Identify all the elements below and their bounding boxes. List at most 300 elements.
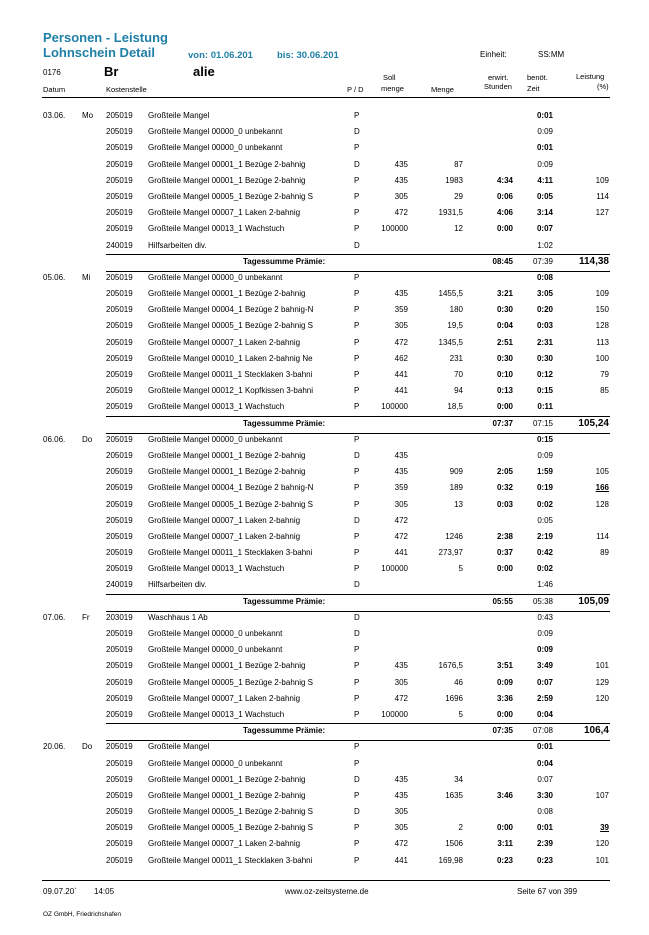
- row-menge: 189: [449, 483, 463, 493]
- row-date: 06.06.: [43, 434, 66, 444]
- row-benoet-zeit: 0:09: [537, 159, 553, 169]
- table-row: [0, 853, 649, 869]
- row-cost-center-code: 205019: [106, 499, 133, 509]
- row-cost-center-text: Großteile Mangel 00000_0 unbekannt: [148, 434, 283, 444]
- col-header-zeit: Zeit: [527, 84, 540, 93]
- row-cost-center-code: 205019: [106, 289, 133, 299]
- row-soll-menge: 472: [394, 208, 408, 218]
- table-row: [0, 351, 649, 367]
- row-benoet-zeit: 0:23: [536, 855, 553, 865]
- row-soll-menge: 100000: [381, 709, 408, 719]
- person-name-part1: Br: [104, 64, 119, 79]
- row-soll-menge: 472: [394, 693, 408, 703]
- row-soll-menge: 359: [394, 483, 408, 493]
- row-leistung: 128: [595, 321, 609, 331]
- col-header-benoet: benöt.: [527, 73, 548, 82]
- col-header-erwirt: erwirt.: [488, 73, 509, 82]
- row-erwirt-stunden: 0:30: [496, 353, 513, 363]
- sum-leistung: 105,24: [578, 417, 609, 429]
- row-benoet-zeit: 4:11: [537, 175, 553, 185]
- row-menge: 231: [449, 353, 463, 363]
- sum-leistung: 105,09: [578, 595, 609, 607]
- row-cost-center-code: 205019: [106, 208, 133, 218]
- row-erwirt-stunden: 0:00: [496, 709, 513, 719]
- row-menge: 12: [454, 224, 463, 234]
- row-pd: P: [354, 839, 360, 849]
- row-cost-center-text: Großteile Mangel 00012_1 Kopfkissen 3-bahni: [148, 386, 313, 396]
- row-erwirt-stunden: 3:36: [496, 693, 513, 703]
- table-row: [0, 318, 649, 334]
- row-cost-center-code: 240019: [106, 580, 133, 590]
- row-leistung: 166: [595, 483, 609, 493]
- row-pd: D: [354, 127, 360, 137]
- row-cost-center-code: 205019: [106, 645, 133, 655]
- row-menge: 273,97: [438, 548, 463, 558]
- row-cost-center-code: 205019: [106, 661, 133, 671]
- row-soll-menge: 441: [394, 855, 408, 865]
- row-menge: 1506: [445, 839, 463, 849]
- row-cost-center-code: 205019: [106, 127, 133, 137]
- row-leistung: 114: [596, 531, 609, 541]
- table-row: [0, 561, 649, 577]
- row-benoet-zeit: 2:31: [536, 337, 553, 347]
- footer-url: www.oz-zeitsysteme.de: [285, 887, 369, 896]
- row-cost-center-code: 205019: [106, 790, 133, 800]
- row-benoet-zeit: 0:04: [536, 709, 553, 719]
- row-leistung: 128: [595, 499, 609, 509]
- row-pd: P: [354, 224, 360, 234]
- row-soll-menge: 462: [394, 353, 408, 363]
- row-erwirt-stunden: 0:00: [496, 402, 513, 412]
- col-header-percent: (%): [597, 82, 609, 91]
- row-leistung: 113: [596, 337, 609, 347]
- row-erwirt-stunden: 4:06: [496, 208, 513, 218]
- row-weekday: Do: [82, 742, 93, 752]
- table-row: [0, 626, 649, 642]
- row-cost-center-text: Großteile Mangel 00000_0 unbekannt: [148, 143, 283, 153]
- row-menge: 94: [454, 386, 463, 396]
- row-benoet-zeit: 0:42: [536, 548, 553, 558]
- person-number: 0176: [43, 68, 61, 77]
- row-soll-menge: 435: [394, 289, 408, 299]
- row-menge: 5: [458, 564, 463, 574]
- row-soll-menge: 441: [394, 386, 408, 396]
- row-cost-center-text: Großteile Mangel 00000_0 unbekannt: [148, 758, 283, 768]
- row-cost-center-code: 205019: [106, 191, 133, 201]
- sum-benoet-zeit: 07:08: [532, 726, 553, 736]
- row-cost-center-text: Großteile Mangel 00013_1 Wachstuch: [148, 564, 285, 574]
- row-cost-center-code: 205019: [106, 224, 133, 234]
- row-pd: D: [354, 629, 360, 638]
- row-soll-menge: 441: [394, 370, 408, 379]
- row-menge: 34: [454, 774, 463, 784]
- row-cost-center-code: 205019: [106, 321, 133, 331]
- table-row: [0, 577, 649, 593]
- row-benoet-zeit: 3:49: [536, 661, 553, 671]
- row-menge: 46: [454, 677, 463, 687]
- row-pd: P: [354, 191, 360, 201]
- row-soll-menge: 435: [394, 175, 408, 185]
- row-erwirt-stunden: 0:00: [496, 564, 513, 574]
- row-erwirt-stunden: 2:38: [496, 531, 513, 541]
- row-menge: 70: [454, 370, 463, 379]
- row-date: 05.06.: [43, 272, 66, 282]
- row-cost-center-code: 205019: [106, 370, 133, 379]
- row-cost-center-text: Großteile Mangel 00001_1 Bezüge 2-bahnig: [148, 289, 306, 299]
- row-cost-center-code: 205019: [106, 272, 133, 282]
- row-soll-menge: 435: [394, 661, 408, 671]
- row-cost-center-code: 205019: [106, 467, 133, 477]
- row-pd: P: [354, 143, 360, 153]
- row-soll-menge: 441: [394, 548, 408, 558]
- row-benoet-zeit: 0:15: [536, 386, 553, 396]
- row-cost-center-code: 205019: [106, 450, 133, 460]
- table-row: [0, 238, 649, 254]
- footer-divider: [42, 880, 610, 881]
- row-pd: P: [354, 467, 360, 477]
- row-cost-center-text: Großteile Mangel 00007_1 Laken 2-bahnig: [148, 531, 301, 541]
- row-benoet-zeit: 2:19: [536, 531, 553, 541]
- row-benoet-zeit: 0:30: [536, 353, 553, 363]
- row-cost-center-text: Großteile Mangel 00011_1 Stecklaken 3-bahni: [148, 370, 313, 379]
- row-benoet-zeit: 3:05: [536, 289, 553, 299]
- table-row: [0, 804, 649, 820]
- row-leistung: 107: [595, 790, 609, 800]
- sum-erwirt-stunden: 08:45: [492, 256, 513, 266]
- row-pd: P: [354, 693, 360, 703]
- row-menge: 1246: [445, 531, 463, 541]
- row-soll-menge: 435: [394, 450, 408, 460]
- row-pd: P: [354, 305, 360, 315]
- row-pd: P: [354, 272, 360, 282]
- row-leistung: 39: [600, 823, 609, 833]
- row-cost-center-code: 205019: [106, 337, 133, 347]
- row-benoet-zeit: 0:02: [536, 564, 553, 574]
- row-benoet-zeit: 0:01: [536, 823, 553, 833]
- table-row: [0, 367, 649, 383]
- row-pd: P: [354, 370, 360, 379]
- row-cost-center-text: Großteile Mangel 00005_1 Bezüge 2-bahnig S: [148, 499, 313, 509]
- row-pd: P: [354, 531, 360, 541]
- row-cost-center-code: 205019: [106, 531, 133, 541]
- row-leistung: 89: [600, 548, 609, 558]
- row-pd: P: [354, 175, 360, 185]
- row-menge: 180: [449, 305, 463, 315]
- row-erwirt-stunden: 0:10: [496, 370, 513, 379]
- table-row: [0, 270, 649, 286]
- report-table: [0, 108, 649, 869]
- footer-page-number: Seite 67 von 399: [517, 887, 578, 896]
- row-pd: P: [354, 111, 360, 120]
- row-cost-center-text: Großteile Mangel 00005_1 Bezüge 2-bahnig S: [148, 191, 313, 201]
- row-pd: D: [354, 240, 360, 250]
- row-weekday: Fr: [82, 612, 90, 622]
- row-cost-center-text: Großteile Mangel 00001_1 Bezüge 2-bahnig: [148, 661, 306, 671]
- sum-benoet-zeit: 07:15: [532, 418, 553, 428]
- row-soll-menge: 305: [394, 677, 408, 687]
- row-benoet-zeit: 0:01: [536, 111, 553, 120]
- table-row: [0, 691, 649, 707]
- row-leistung: 109: [595, 289, 609, 299]
- sum-benoet-zeit: 07:39: [532, 256, 553, 266]
- row-pd: P: [354, 483, 360, 493]
- day-sum-row: [0, 416, 649, 432]
- row-soll-menge: 305: [394, 823, 408, 833]
- row-erwirt-stunden: 0:00: [496, 224, 513, 234]
- row-pd: P: [354, 677, 360, 687]
- day-sum-row: [0, 723, 649, 739]
- row-soll-menge: 472: [394, 531, 408, 541]
- row-cost-center-text: Großteile Mangel 00004_1 Bezüge 2 bahnig-N: [148, 483, 314, 493]
- col-header-kostenstelle: Kostenstelle: [106, 85, 147, 94]
- row-menge: 87: [454, 159, 463, 169]
- row-soll-menge: 305: [394, 807, 408, 817]
- row-cost-center-text: Großteile Mangel 00001_1 Bezüge 2-bahnig: [148, 774, 306, 784]
- row-cost-center-code: 203019: [106, 612, 133, 622]
- row-cost-center-text: Großteile Mangel 00004_1 Bezüge 2 bahnig-N: [148, 305, 314, 315]
- row-menge: 18,5: [447, 402, 463, 412]
- table-row: [0, 658, 649, 674]
- row-cost-center-text: Großteile Mangel 00011_1 Stecklaken 3-bahni: [148, 548, 313, 558]
- sum-erwirt-stunden: 07:35: [492, 726, 513, 736]
- row-erwirt-stunden: 0:06: [496, 191, 513, 201]
- row-soll-menge: 435: [394, 159, 408, 169]
- header-divider: [42, 97, 610, 98]
- row-benoet-zeit: 0:03: [536, 321, 553, 331]
- row-pd: D: [354, 612, 360, 622]
- table-row: [0, 788, 649, 804]
- col-header-soll: Soll: [383, 73, 396, 82]
- row-erwirt-stunden: 3:46: [496, 790, 513, 800]
- row-cost-center-code: 205019: [106, 548, 133, 558]
- row-pd: P: [354, 289, 360, 299]
- row-cost-center-text: Großteile Mangel 00000_0 unbekannt: [148, 645, 283, 655]
- row-pd: P: [354, 709, 360, 719]
- row-menge: 169,98: [438, 855, 463, 865]
- row-soll-menge: 359: [394, 305, 408, 315]
- table-row: [0, 221, 649, 237]
- row-benoet-zeit: 3:14: [536, 208, 553, 218]
- row-cost-center-text: Großteile Mangel 00007_1 Laken 2-bahnig: [148, 515, 301, 525]
- row-leistung: 79: [600, 370, 609, 379]
- row-benoet-zeit: 0:09: [536, 645, 553, 655]
- row-pd: P: [354, 499, 360, 509]
- row-benoet-zeit: 0:07: [536, 677, 553, 687]
- row-weekday: Mo: [82, 111, 94, 120]
- row-pd: P: [354, 386, 360, 396]
- table-row: [0, 140, 649, 156]
- table-row: [0, 302, 649, 318]
- row-erwirt-stunden: 0:23: [496, 855, 513, 865]
- row-pd: P: [354, 645, 360, 655]
- row-cost-center-code: 205019: [106, 839, 133, 849]
- row-cost-center-code: 205019: [106, 159, 133, 169]
- row-benoet-zeit: 0:19: [536, 483, 553, 493]
- table-row: [0, 189, 649, 205]
- row-benoet-zeit: 0:09: [537, 127, 553, 137]
- row-soll-menge: 305: [394, 321, 408, 331]
- table-row: [0, 756, 649, 772]
- table-row: [0, 513, 649, 529]
- table-row: [0, 642, 649, 658]
- table-row: [0, 497, 649, 513]
- row-cost-center-text: Großteile Mangel 00000_0 unbekannt: [148, 629, 283, 638]
- row-pd: P: [354, 790, 360, 800]
- row-erwirt-stunden: 0:32: [496, 483, 513, 493]
- row-cost-center-code: 205019: [106, 305, 133, 315]
- row-cost-center-code: 205019: [106, 143, 133, 153]
- row-benoet-zeit: 1:46: [537, 580, 553, 590]
- footer-time: 14:05: [94, 887, 115, 896]
- row-cost-center-code: 205019: [106, 709, 133, 719]
- row-cost-center-text: Großteile Mangel 00001_1 Bezüge 2-bahnig: [148, 467, 306, 477]
- row-benoet-zeit: 0:12: [536, 370, 553, 379]
- person-name-part2: alie: [193, 64, 215, 79]
- row-cost-center-code: 205019: [106, 855, 133, 865]
- sum-label: Tagessumme Prämie:: [243, 418, 326, 428]
- row-benoet-zeit: 0:04: [536, 758, 553, 768]
- row-menge: 1696: [445, 693, 463, 703]
- row-erwirt-stunden: 3:11: [497, 839, 513, 849]
- row-menge: 1635: [445, 790, 463, 800]
- table-row: [0, 157, 649, 173]
- row-cost-center-code: 205019: [106, 774, 133, 784]
- row-benoet-zeit: 2:39: [536, 839, 553, 849]
- row-benoet-zeit: 0:07: [537, 774, 553, 784]
- table-row: [0, 124, 649, 140]
- row-cost-center-text: Großteile Mangel 00001_1 Bezüge 2-bahnig: [148, 790, 306, 800]
- table-row: [0, 707, 649, 723]
- period-from: von: 01.06.201: [188, 50, 253, 61]
- row-date: 20.06.: [43, 742, 66, 752]
- row-menge: 13: [454, 499, 463, 509]
- row-cost-center-text: Großteile Mangel: [148, 111, 210, 120]
- row-pd: D: [354, 450, 360, 460]
- sum-leistung: 114,38: [578, 255, 609, 267]
- unit-value: SS:MM: [538, 50, 565, 59]
- row-pd: P: [354, 661, 360, 671]
- row-leistung: 129: [595, 677, 609, 687]
- row-cost-center-text: Großteile Mangel 00001_1 Bezüge 2-bahnig: [148, 175, 306, 185]
- row-menge: 19,5: [447, 321, 463, 331]
- row-cost-center-text: Großteile Mangel 00001_1 Bezüge 2-bahnig: [148, 450, 306, 460]
- row-soll-menge: 100000: [381, 402, 408, 412]
- row-cost-center-code: 205019: [106, 564, 133, 574]
- row-soll-menge: 100000: [381, 224, 408, 234]
- row-erwirt-stunden: 2:51: [496, 337, 513, 347]
- row-menge: 5: [458, 709, 463, 719]
- row-menge: 1676,5: [438, 661, 463, 671]
- row-pd: P: [354, 564, 360, 574]
- row-benoet-zeit: 0:09: [537, 629, 553, 638]
- col-header-soll-menge: menge: [381, 84, 404, 93]
- footer-company: OZ GmbH, Friedrichshafen: [43, 911, 122, 918]
- day-sum-row: [0, 594, 649, 610]
- footer-date: 09.07.20`: [43, 887, 77, 896]
- row-cost-center-text: Großteile Mangel 00001_1 Bezüge 2-bahnig: [148, 159, 306, 169]
- row-erwirt-stunden: 0:04: [496, 321, 513, 331]
- row-erwirt-stunden: 3:21: [496, 289, 513, 299]
- row-leistung: 127: [595, 208, 609, 218]
- row-benoet-zeit: 0:08: [537, 807, 553, 817]
- row-leistung: 120: [595, 839, 609, 849]
- row-menge: 1931,5: [438, 208, 463, 218]
- row-cost-center-text: Großteile Mangel 00013_1 Wachstuch: [148, 224, 285, 234]
- row-cost-center-code: 205019: [106, 758, 133, 768]
- row-benoet-zeit: 0:05: [537, 515, 553, 525]
- row-erwirt-stunden: 4:34: [496, 175, 513, 185]
- row-menge: 1455,5: [438, 289, 463, 299]
- row-weekday: Mi: [82, 272, 91, 282]
- row-cost-center-text: Großteile Mangel 00000_0 unbekannt: [148, 272, 283, 282]
- table-row: [0, 383, 649, 399]
- period-to: bis: 30.06.201: [277, 50, 339, 61]
- row-date: 03.06.: [43, 111, 66, 120]
- row-leistung: 109: [595, 175, 609, 185]
- sum-label: Tagessumme Prämie:: [243, 596, 326, 606]
- row-pd: P: [354, 321, 360, 331]
- row-benoet-zeit: 3:30: [536, 790, 553, 800]
- col-header-pd: P / D: [347, 85, 364, 94]
- table-row: [0, 820, 649, 836]
- row-soll-menge: 100000: [381, 564, 408, 574]
- row-benoet-zeit: 0:11: [537, 402, 553, 412]
- page-subtitle: Lohnschein Detail: [43, 45, 155, 60]
- row-benoet-zeit: 0:07: [536, 224, 553, 234]
- row-pd: P: [354, 548, 360, 558]
- row-soll-menge: 472: [394, 839, 408, 849]
- row-pd: P: [354, 353, 360, 363]
- row-cost-center-text: Großteile Mangel 00005_1 Bezüge 2-bahnig S: [148, 807, 313, 817]
- row-benoet-zeit: 0:05: [536, 191, 553, 201]
- row-cost-center-text: Waschhaus 1 Ab: [148, 612, 208, 622]
- table-row: [0, 173, 649, 189]
- table-row: [0, 739, 649, 755]
- row-leistung: 105: [595, 467, 609, 477]
- table-row: [0, 529, 649, 545]
- row-soll-menge: 472: [394, 515, 408, 525]
- row-benoet-zeit: 0:20: [536, 305, 553, 315]
- table-row: [0, 108, 649, 124]
- row-cost-center-code: 205019: [106, 742, 133, 752]
- table-row: [0, 545, 649, 561]
- row-erwirt-stunden: 0:37: [496, 548, 513, 558]
- row-cost-center-code: 205019: [106, 483, 133, 493]
- row-benoet-zeit: 0:01: [536, 143, 553, 153]
- row-weekday: Do: [82, 434, 93, 444]
- col-header-menge: Menge: [431, 85, 454, 94]
- row-cost-center-code: 205019: [106, 402, 133, 412]
- row-cost-center-text: Großteile Mangel 00013_1 Wachstuch: [148, 709, 285, 719]
- row-cost-center-text: Großteile Mangel 00011_1 Stecklaken 3-bahni: [148, 855, 313, 865]
- row-pd: P: [354, 208, 360, 218]
- table-row: [0, 772, 649, 788]
- row-cost-center-code: 205019: [106, 434, 133, 444]
- row-pd: P: [354, 855, 360, 865]
- table-row: [0, 836, 649, 852]
- row-soll-menge: 472: [394, 337, 408, 347]
- table-row: [0, 399, 649, 415]
- row-cost-center-code: 205019: [106, 353, 133, 363]
- row-cost-center-text: Hilfsarbeiten div.: [148, 580, 207, 590]
- row-cost-center-text: Großteile Mangel 00007_1 Laken 2-bahnig: [148, 839, 301, 849]
- row-soll-menge: 435: [394, 790, 408, 800]
- row-cost-center-code: 205019: [106, 629, 133, 638]
- row-leistung: 85: [600, 386, 609, 396]
- row-leistung: 114: [596, 191, 609, 201]
- col-header-stunden: Stunden: [484, 82, 512, 91]
- row-menge: 1983: [445, 175, 463, 185]
